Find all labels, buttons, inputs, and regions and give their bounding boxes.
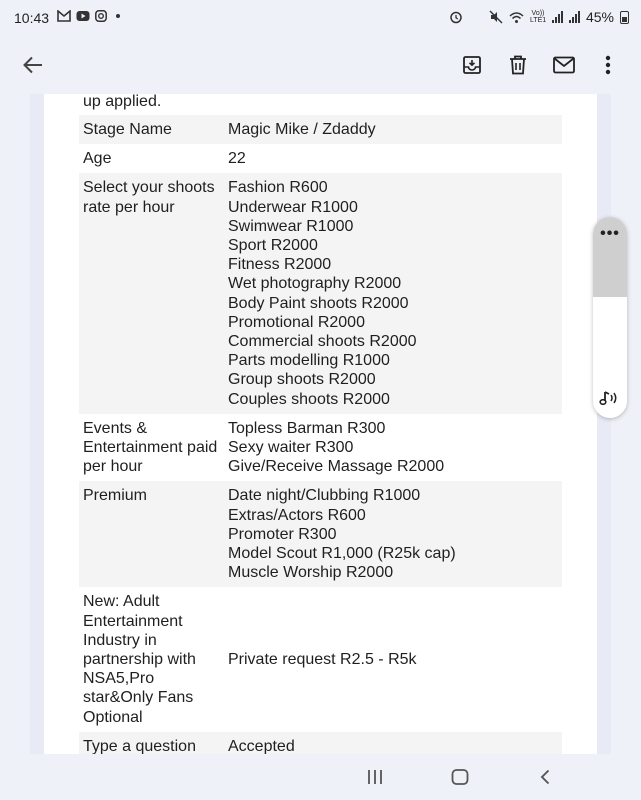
row-label: New: Adult Entertainment Industry in partnership with NSA5,Pro star&Only Fans Optional [83, 593, 196, 726]
value-line: Date night/Clubbing R1000 [228, 487, 421, 505]
table-row [79, 587, 562, 731]
value-line: Muscle Worship R2000 [228, 564, 394, 582]
table-row [79, 173, 562, 413]
system-icons [449, 9, 629, 25]
value-line: Sport R2000 [228, 237, 318, 255]
network-label: Vo)) LTE1 [529, 10, 547, 24]
battery-percent: 45% [585, 9, 614, 25]
audio-icon[interactable] [599, 389, 621, 412]
value-line: Fitness R2000 [228, 256, 332, 274]
value-line: Model Scout R1,000 (R25k cap) [228, 545, 456, 563]
status-bar [0, 0, 641, 36]
row-value [224, 414, 562, 482]
table-row [79, 115, 562, 144]
back-icon [539, 769, 551, 785]
row-value [224, 144, 562, 173]
delete-button[interactable] [502, 49, 534, 81]
row-label: Age [83, 150, 112, 168]
archive-icon [462, 55, 482, 75]
value-line: Private request R2.5 - R5k [228, 651, 417, 669]
wifi-icon [509, 11, 524, 24]
instagram-icon [95, 10, 107, 22]
value-line: Accepted [228, 737, 295, 754]
battery-icon [620, 11, 629, 24]
value-line: Promotional R2000 [228, 313, 365, 331]
row-value [224, 732, 562, 754]
value-line: Topless Barman R300 [228, 419, 386, 437]
system-nav-bar [0, 754, 641, 800]
notification-icons [57, 10, 120, 22]
dot-icon [116, 14, 120, 18]
value-line: Swimwear R1000 [228, 217, 354, 235]
clipped-text: up applied. [83, 94, 162, 110]
mute-icon [489, 10, 503, 24]
value-line: Underwear R1000 [228, 198, 358, 216]
more-options-button[interactable] [592, 49, 624, 81]
form-table [79, 115, 562, 754]
value-line: Extras/Actors R600 [228, 506, 366, 524]
row-label: Events & Entertainment paid per hour [83, 419, 218, 476]
archive-button[interactable] [456, 49, 488, 81]
home-icon [451, 769, 469, 785]
table-row [79, 732, 562, 754]
gmail-icon [57, 10, 71, 22]
value-line: Fashion R600 [228, 179, 328, 197]
value-line: Wet photography R2000 [228, 275, 402, 293]
arrow-left-icon [23, 56, 43, 74]
value-line: Parts modelling R1000 [228, 352, 390, 370]
more-icon[interactable]: ••• [600, 225, 620, 242]
delete-icon [509, 55, 527, 75]
row-value [224, 173, 562, 413]
more-vert-icon [605, 55, 611, 75]
nav-back-button[interactable] [530, 764, 560, 790]
mark-unread-button[interactable] [548, 49, 580, 81]
signal-icon-2 [569, 11, 580, 23]
youtube-icon [76, 10, 90, 22]
row-label: Type a question [79, 732, 224, 754]
row-label: Select your shoots rate per hour [79, 173, 224, 413]
value-line: Couples shoots R2000 [228, 390, 390, 408]
value-line: Give/Receive Massage R2000 [228, 458, 445, 476]
recents-icon [367, 770, 383, 784]
row-value [224, 115, 562, 144]
mark-unread-icon [553, 56, 575, 74]
value-line: Body Paint shoots R2000 [228, 294, 409, 312]
scroll-widget[interactable] [593, 217, 627, 418]
table-row [79, 414, 562, 482]
value-line: Promoter R300 [228, 525, 337, 543]
back-button[interactable] [17, 49, 49, 81]
row-label: Premium [79, 481, 224, 587]
email-toolbar [0, 36, 641, 94]
signal-icon [552, 11, 563, 23]
recents-button[interactable] [360, 764, 390, 790]
email-content[interactable] [0, 94, 641, 754]
value-line: Magic Mike / Zdaddy [228, 121, 376, 138]
table-row [79, 481, 562, 587]
value-line: Group shoots R2000 [228, 371, 376, 389]
value-line: Commercial shoots R2000 [228, 333, 417, 351]
home-button[interactable] [445, 764, 475, 790]
row-label: Stage Name [79, 115, 224, 144]
value-line: 22 [228, 150, 246, 168]
alarm-icon [449, 10, 463, 24]
row-value [224, 587, 562, 731]
table-row [79, 144, 562, 173]
row-value [224, 481, 562, 587]
status-time: 10:43 [14, 10, 50, 26]
value-line: Sexy waiter R300 [228, 439, 354, 457]
